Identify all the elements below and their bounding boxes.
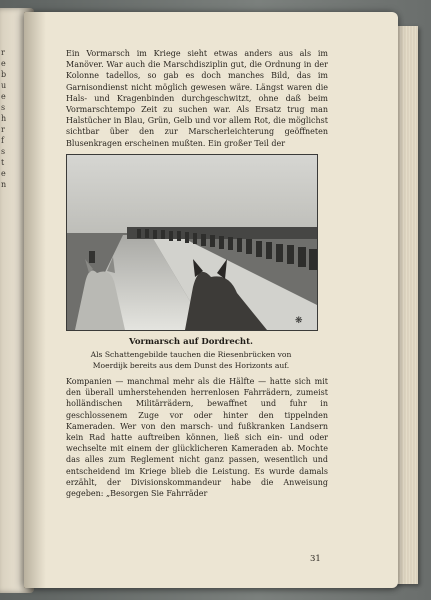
photo-caption-title: Vormarsch auf Dordrecht. [129, 337, 253, 347]
edge-letter: f [1, 136, 4, 145]
edge-letter: h [1, 114, 7, 123]
photo-marching-column [66, 154, 318, 331]
edge-letter: b [1, 70, 7, 79]
edge-letter: u [1, 81, 7, 90]
edge-letter: s [1, 103, 6, 112]
edge-letter: s [1, 147, 6, 156]
edge-letter: r [1, 125, 5, 134]
photo-caption-text: Als Schattengebilde tauchen die Riesenbrücken von Moerdijk bereits aus dem Dunst des Horizonts auf. [90, 350, 292, 370]
photo-illustration [67, 155, 317, 330]
edge-letter: e [1, 92, 6, 101]
svg-text:❋: ❋ [295, 316, 303, 326]
edge-letter: e [1, 169, 6, 178]
edge-letter: r [1, 48, 5, 57]
page-number: 31 [310, 554, 321, 564]
top-paragraph: Ein Vormarsch im Kriege sieht etwas anders aus als im Manöver. War auch die Marschdisziplin gut, die Ordnung in der Kolonne tadellos, so gab es doch manches Bild, das im Garnisondienst nicht möglich gewesen wäre. Längst waren die Hals- und Kragenbinden durchgeschwitzt, ohne daß beim Vormarschtempo Zeit zu suchen war. Als Ersatz trug man Halstücher in Blau, Grün, Gelb und vor allem Rot, die möglichst sichtbar über den zur Marscherleichterung geöffneten Blusenkragen erscheinen mußten. Ein großer Teil der [66, 49, 328, 148]
edge-letter: t [1, 158, 5, 167]
edge-letter: n [1, 180, 7, 189]
bottom-paragraph: Kompanien — manchmal mehr als die Hälfte — hatte sich mit den überall umherstehenden herrenlosen Fahrrädern, zumeist holländischen Militärrädern, bewaffnet und fuhr in geschlossenem Zuge vor oder hinter den tippelnden Kameraden. Wer von den marsch- und fußkranken Landsern kein Rad hatte auftreiben können, ließ sich ein- und oder wechselte mit einem der glücklicheren Kameraden ab. Mochte das alles zum Reglement nicht ganz passen, wesentlich und entscheidend im Kriege blieb die Leistung. Es wurde damals erzählt, der Divisionskommandeur habe die Anweisung gegeben: „Besorgen Sie Fahrräder [66, 377, 328, 499]
gutter-shadow [24, 12, 46, 588]
edge-letter: e [1, 59, 6, 68]
